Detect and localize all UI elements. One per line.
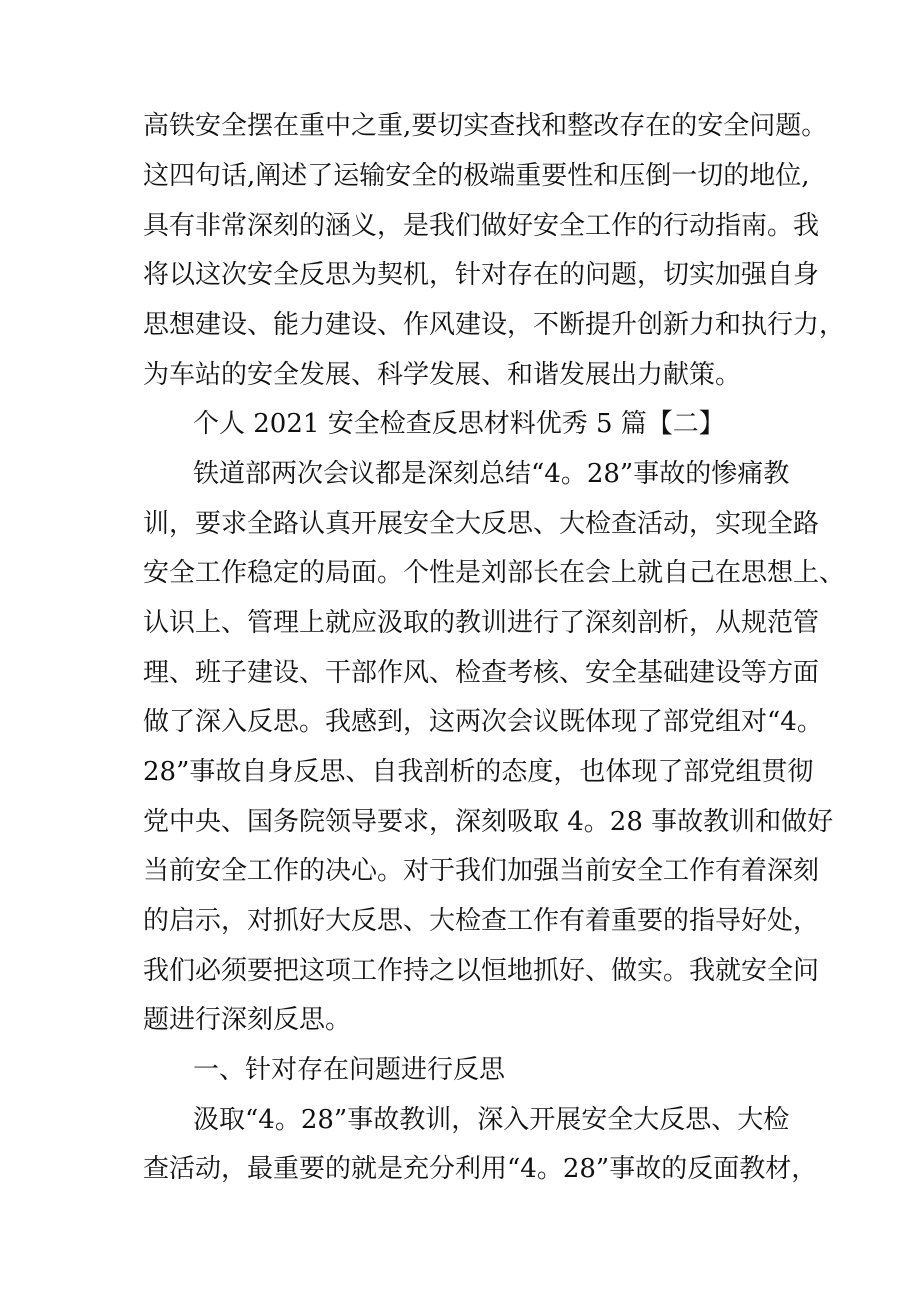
text-line: 这四句话,阐述了运输安全的极端重要性和压倒一切的地位, [143,161,810,191]
text-line: 的启示，对抓好大反思、大检查工作有着重要的指导好处， [143,906,820,936]
text-line: 为车站的安全发展、科学发展、和谐发展出力献策。 [143,360,742,390]
text-line: 理、班子建设、干部作风、检查考核、安全基础建设等方面 [143,658,820,688]
text-line: 安全工作稳定的局面。个性是刘部长在会上就自己在思想上、 [143,558,846,588]
text-line: 题进行深刻反思。 [143,1005,352,1035]
text-line: 认识上、管理上就应汲取的教训进行了深刻剖析，从规范管 [143,608,820,638]
text-line: 思想建设、能力建设、作风建设，不断提升创新力和执行力， [143,310,846,340]
text-line: 做了深入反思。我感到，这两次会议既体现了部党组对“4。 [143,707,823,737]
text-line: 党中央、国务院领导要求，深刻吸取 4。28 事故教训和做好 [143,807,834,837]
text-line: 查活动，最重要的就是充分利用“4。28”事故的反面教材， [143,1154,818,1184]
text-line: 28”事故自身反思、自我剖析的态度，也体现了部党组贯彻 [143,757,814,787]
text-line: 训，要求全路认真开展安全大反思、大检查活动，实现全路 [143,509,820,539]
text-line: 将以这次安全反思为契机，针对存在的问题，切实加强自身 [143,260,820,290]
text-line: 我们必须要把这项工作持之以恒地抓好、做实。我就安全问 [143,956,820,986]
text-line: 汲取“4。28”事故教训，深入开展安全大反思、大检 [193,1105,790,1135]
text-line: 具有非常深刻的涵义，是我们做好安全工作的行动指南。我 [143,211,820,241]
section-heading: 个人 2021 安全检查反思材料优秀 5 篇【二】 [193,409,725,439]
text-line: 铁道部两次会议都是深刻总结“4。28”事故的惨痛教 [193,459,790,489]
text-line: 高铁安全摆在重中之重,要切实查找和整改存在的安全问题。 [143,111,828,141]
section-heading: 一、针对存在问题进行反思 [193,1055,506,1085]
text-line: 当前安全工作的决心。对于我们加强当前安全工作有着深刻 [143,856,820,886]
